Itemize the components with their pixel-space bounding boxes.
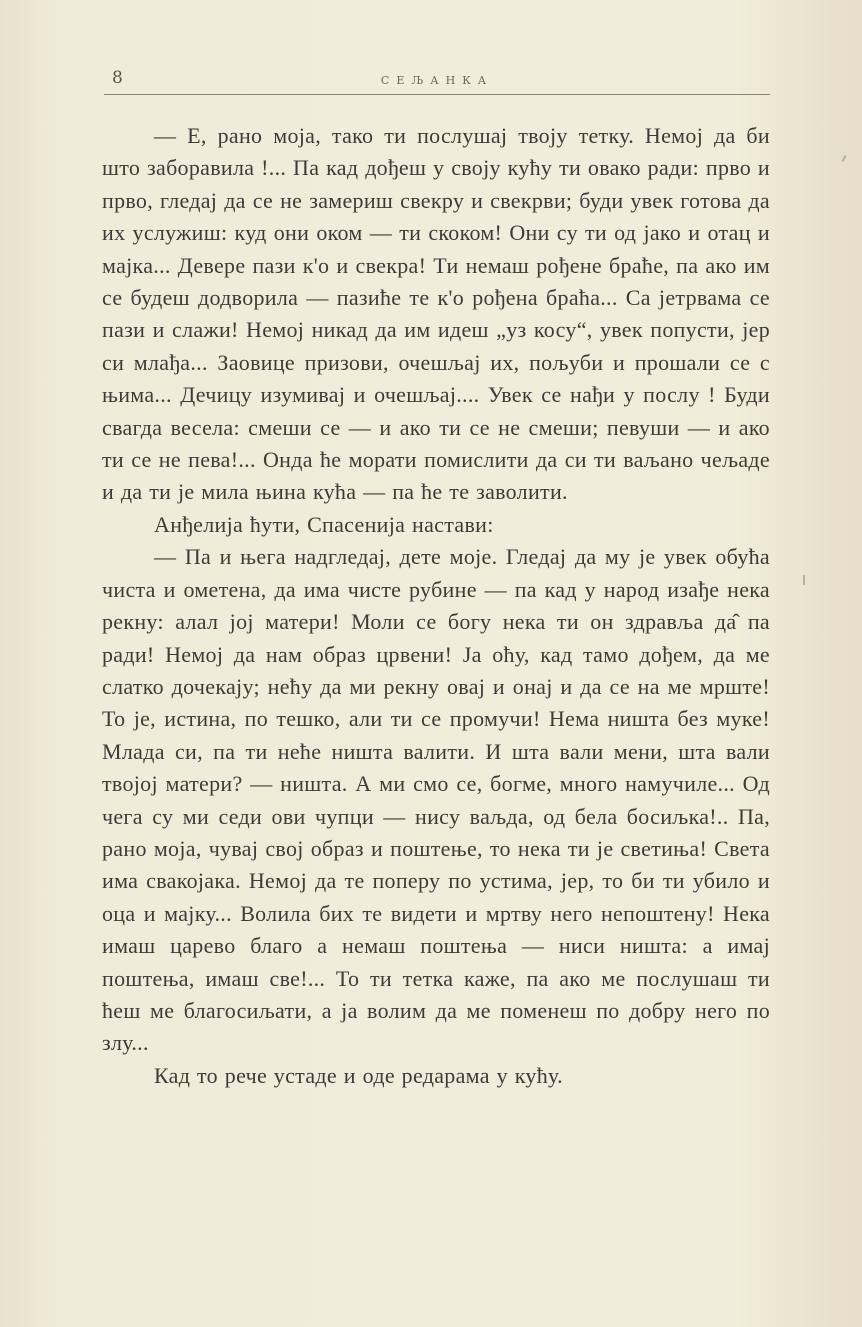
paragraph: — Е, рано моја, тако ти послушај твоју тетку. Немој да би што заборавила !... Па кад дођеш у своју кућу ти овако ради: прво и прво, гледај да се не замериш свекру и свекрви; буди увек готова да их услужиш: куд они оком — ти скоком! Они су ти од јако и отац и мајка... Девере пази к'о и свекра! Ти немаш рођене браће, па ако им се будеш додворила — пазиће те к'о рођена браћа... Са јетрвама се пази и слажи! Немој никад да им идеш „уз косу“, увек попусти, јер си млађа... Заовице призови, очешљај их, пољуби и прошали се с њима... Дечицу изумивај и очешљај.... Увек се нађи у послу ! Буди свагда весела: смеши се — и ако ти се не смеши; певуши — и ако ти се не пева!... Онда ће морати помислити да си ти ваљано чељаде и да ти је мила њина кућа — па ће те заволити. — [102, 123, 770, 505]
paper-speck — [841, 155, 846, 162]
paragraph: Анђелија ћути, Спасенија настави: — [154, 511, 494, 537]
running-title: СЕЉАНКА — [380, 74, 494, 87]
page-number: 8 — [112, 68, 123, 88]
page-header — [104, 64, 770, 95]
paper-speck — [803, 575, 805, 585]
body-text — [102, 120, 770, 1092]
paragraph: — Па и њега надгледај, дете моје. Гледај да му је увек обућа чиста и ометена, да има чисте рубине — па кад у народ изађе нека рекну: алал јој матери! Моли се богу нека ти он здравља да̂ па ради! Немој да нам образ црвени! Ја оћу, кад тамо дођем, да ме слатко дочекају; нећу да ми рекну овај и онај и да се на ме мрште! То је, истина, по тешко, али ти се промучи! Нема ништа без муке! Млада си, па ти неће ништа валити. И шта вали мени, шта вали твојој матери? — ништа. А ми смо се, богме, много намучиле... Од чега су ми седи ови чупци — нису ваљда, од бела босиљка!.. Па, рано моја, чувај свој образ и поштење, то нека ти је светиња! Света има свакојака. Немој да те поперу по устима, јер, то би ти убило и оца и мајку... Волила бих те видети и мртву него непоштену! Нека имаш царево благо а немаш поштења — ниси ништа: а имај поштења, имаш све!... То ти тетка каже, па ако ме послушаш ти ћеш ме благосиљати, а ја волим да ме поменеш по добру него по злу... — [102, 544, 770, 1056]
paragraph: Кад то рече устаде и оде редарама у кућу. — [154, 1062, 563, 1088]
